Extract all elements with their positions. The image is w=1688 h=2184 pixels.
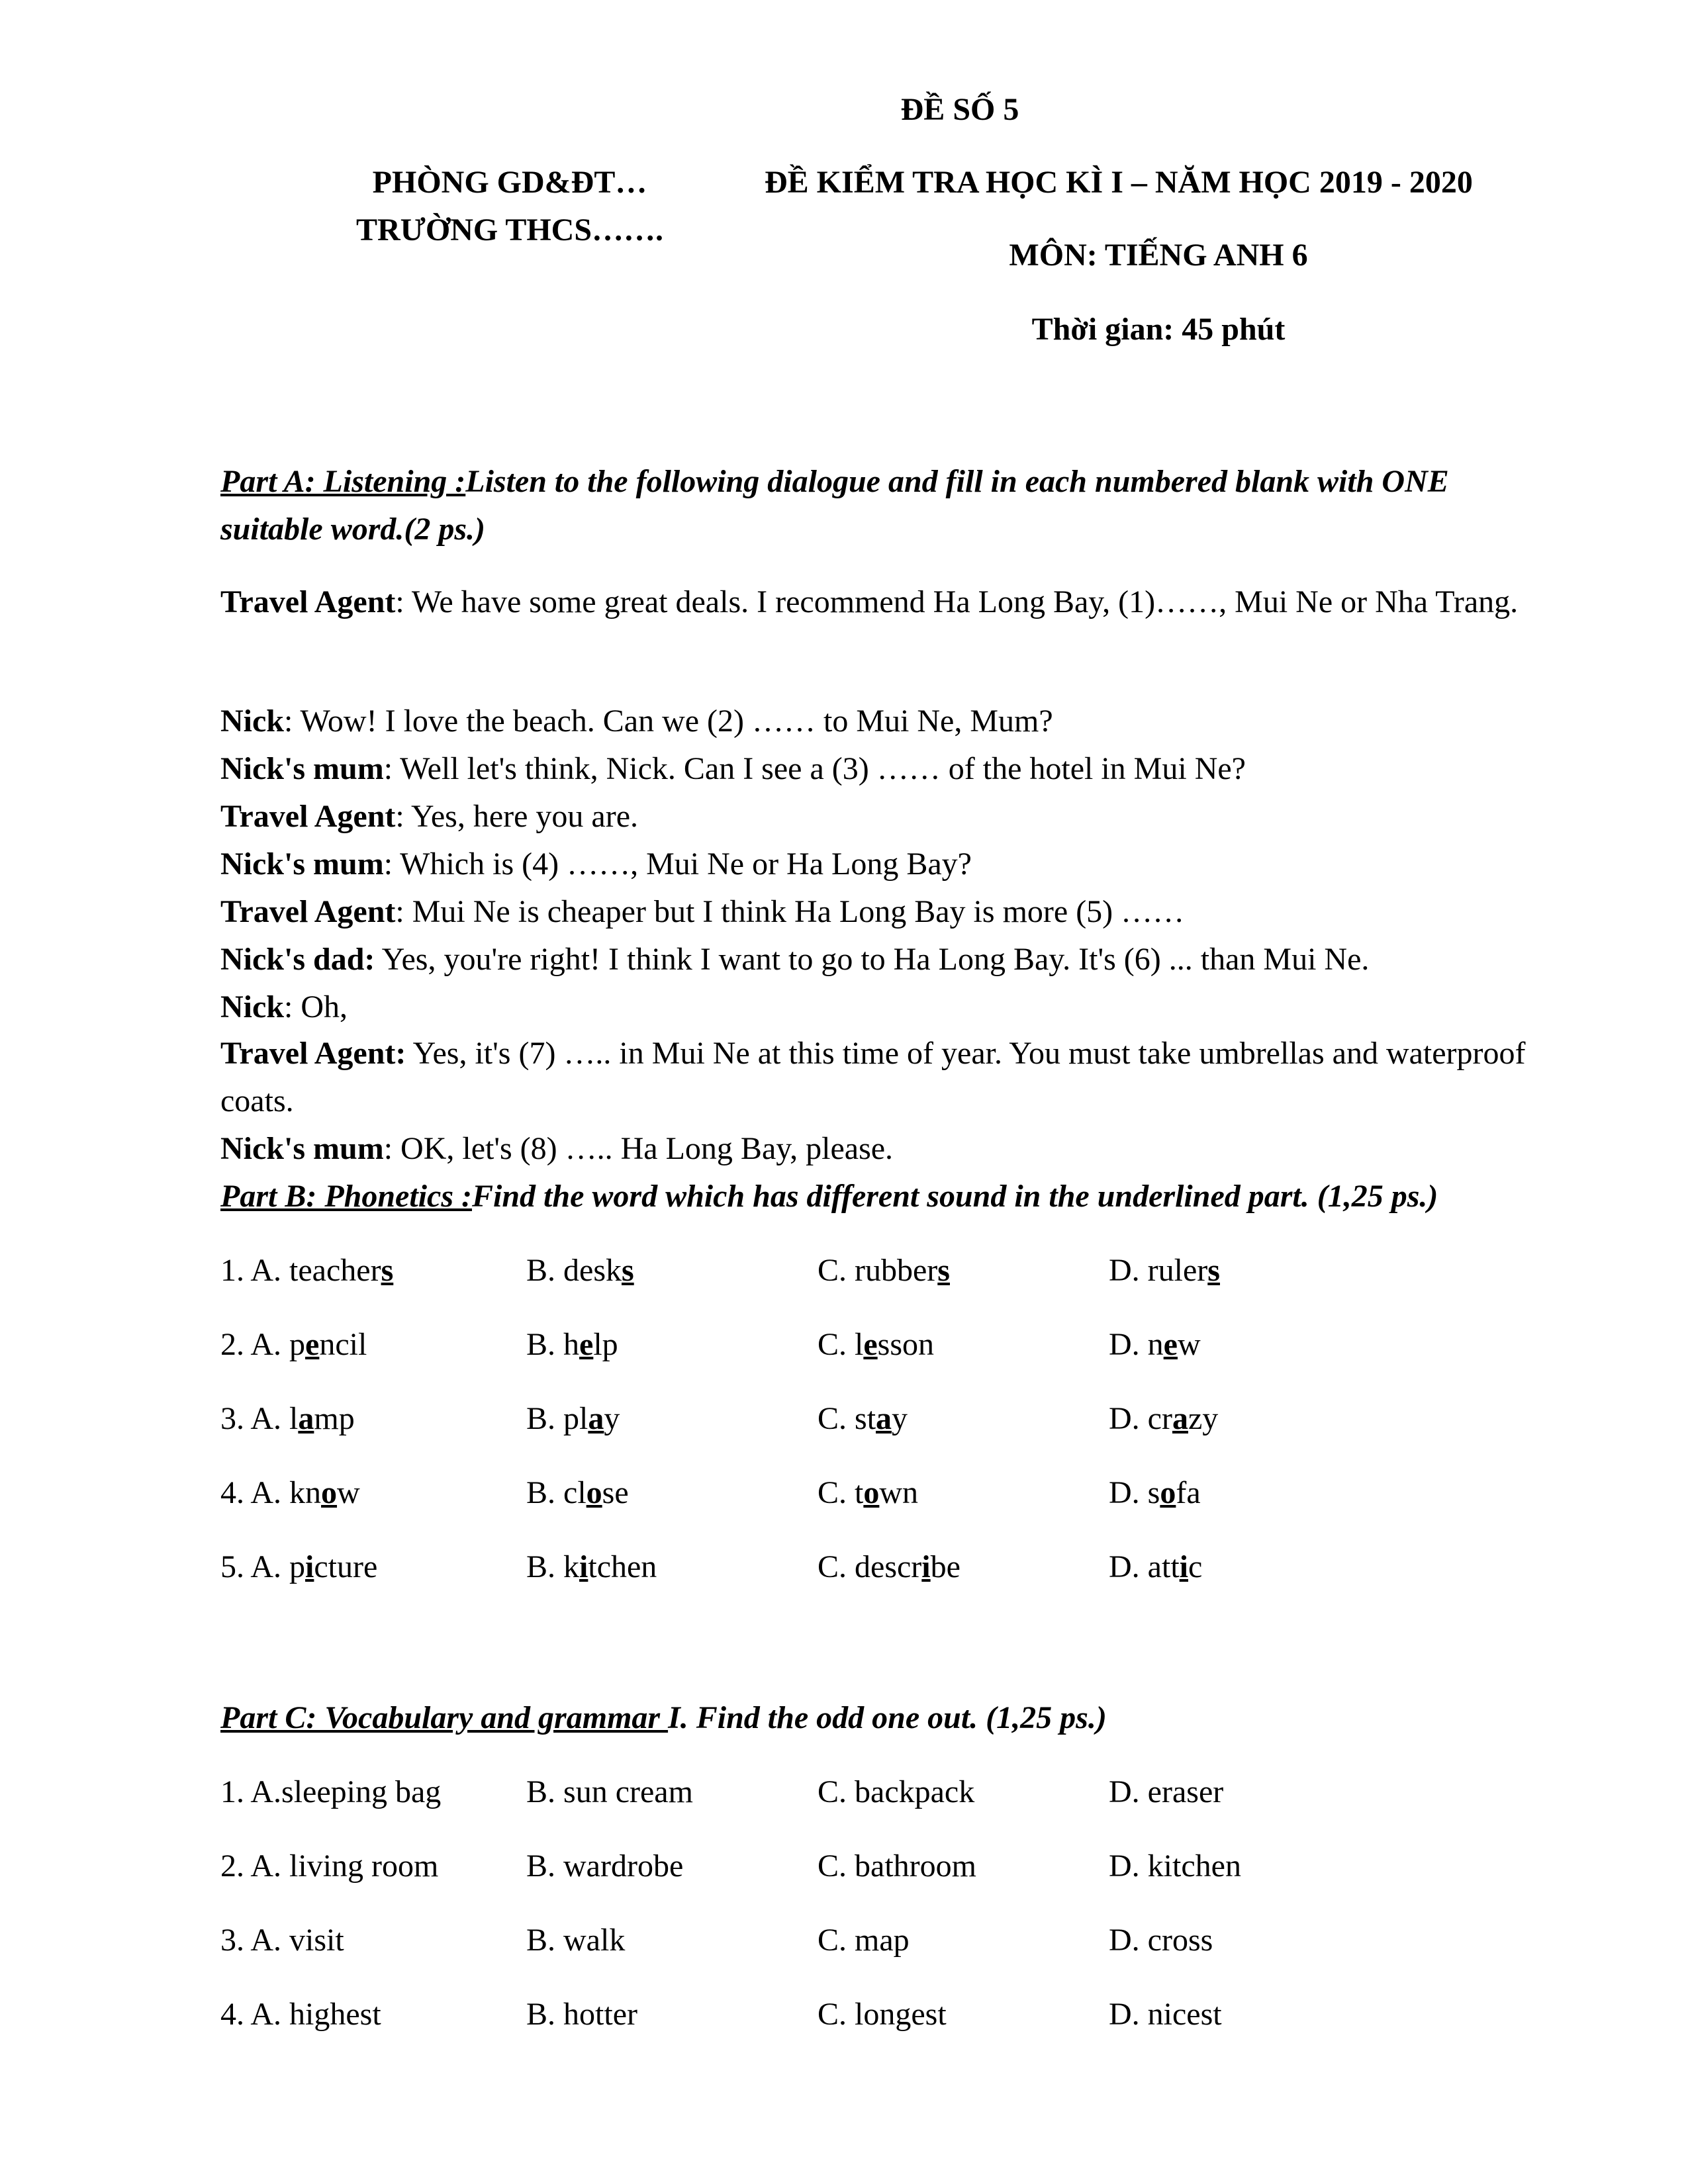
option-text: A. living room (250, 1848, 439, 1884)
utterance: OK, let's (8) ….. Ha Long Bay, please. (400, 1131, 894, 1166)
word-part: sson (877, 1327, 935, 1362)
separator: : (383, 751, 400, 786)
option-a (220, 1996, 381, 2032)
option-b (526, 1252, 634, 1289)
option-d: D. cross (1109, 1923, 1213, 1958)
separator: : (383, 1131, 401, 1166)
option-c: C. longest (818, 1997, 947, 2032)
option-c (818, 1549, 961, 1585)
word-part: desk (563, 1253, 622, 1288)
underlined-sound: a (298, 1401, 314, 1436)
option-d: D. nicest (1109, 1997, 1222, 2032)
word-part: be (930, 1549, 961, 1584)
option-c: C. bathroom (818, 1848, 976, 1884)
underlined-sound: e (579, 1327, 594, 1362)
option-a (220, 1400, 355, 1437)
option-letter: A. (250, 1401, 282, 1436)
word-part: tchen (588, 1549, 657, 1584)
option-a (220, 1774, 441, 1810)
separator: : (284, 704, 301, 739)
word-part: teacher (289, 1253, 381, 1288)
underlined-sound: o (863, 1475, 880, 1510)
question-number: 2. (220, 1327, 244, 1362)
word-part: w (337, 1475, 360, 1510)
department-name: PHÒNG GD&ĐT… (372, 165, 647, 200)
option-letter: A. (250, 1549, 282, 1584)
question-number: 1. (220, 1774, 244, 1809)
word-part: ncil (319, 1327, 367, 1362)
dialogue-line (220, 751, 1246, 787)
utterance: Oh, (301, 989, 348, 1024)
separator: : (395, 584, 412, 619)
option-letter: A. (250, 1475, 282, 1510)
dialogue-line (220, 578, 1551, 626)
question-number: 1. (220, 1253, 244, 1288)
question-number: 2. (220, 1848, 244, 1884)
option-a (220, 1252, 393, 1289)
option-d (1109, 1400, 1218, 1437)
underlined-sound: e (863, 1327, 878, 1362)
word-part: c (1188, 1549, 1203, 1584)
speaker: Travel Agent (220, 799, 396, 834)
option-letter: C. (818, 1549, 847, 1584)
underlined-sound: i (305, 1549, 314, 1584)
question-number: 4. (220, 1997, 244, 2032)
word-part: descr (855, 1549, 922, 1584)
speaker: Nick's mum (220, 751, 384, 786)
word-part: se (602, 1475, 629, 1510)
word-part: y (604, 1401, 620, 1436)
option-c (818, 1400, 908, 1437)
speaker: Travel Agent: (220, 1036, 406, 1071)
option-text: A. highest (250, 1997, 381, 2032)
underlined-sound: o (1160, 1475, 1176, 1510)
underlined-sound: a (588, 1401, 604, 1436)
part-a-label: Part A: Listening : (220, 464, 466, 499)
underlined-sound: i (921, 1549, 931, 1584)
option-b: B. hotter (526, 1997, 637, 2032)
word-part: k (563, 1549, 580, 1584)
separator: : (383, 846, 400, 882)
part-c-instruction: I. Find the odd one out. (1,25 ps.) (668, 1700, 1107, 1735)
speaker: Nick's mum (220, 846, 384, 882)
word-part: p (289, 1327, 306, 1362)
school-name: TRƯỜNG THCS……. (355, 212, 664, 248)
part-b-instruction: Find the word which has different sound in the underlined part. (1,25 ps.) (472, 1179, 1438, 1214)
time-line: Thời gian: 45 phút (1031, 312, 1286, 347)
option-letter: D. (1109, 1549, 1140, 1584)
option-text: A.sleeping bag (250, 1774, 442, 1809)
option-letter: D. (1109, 1253, 1140, 1288)
option-c (818, 1326, 934, 1363)
dialogue-line (220, 1030, 1551, 1125)
option-letter: B. (526, 1327, 556, 1362)
speaker: Nick (220, 704, 284, 739)
question-number: 3. (220, 1923, 244, 1958)
separator: : (395, 799, 411, 834)
option-b (526, 1326, 618, 1363)
utterance: We have some great deals. I recommend Ha Long Bay, (1)……, Mui Ne or Nha Trang. (411, 584, 1519, 619)
subject-line: MÔN: TIẾNG ANH 6 (1009, 238, 1308, 273)
utterance: Yes, it's (7) ….. in Mui Ne at this time of year. You must take umbrellas and waterproof coats. (220, 1036, 1526, 1118)
word-part: fa (1176, 1475, 1201, 1510)
utterance: Yes, here you are. (410, 799, 638, 834)
option-a (220, 1326, 367, 1363)
underlined-sound: s (937, 1253, 950, 1288)
underlined-sound: o (321, 1475, 338, 1510)
word-part: l (289, 1401, 299, 1436)
question-number: 3. (220, 1401, 244, 1436)
word-part: cl (563, 1475, 586, 1510)
option-letter: C. (818, 1401, 847, 1436)
underlined-sound: i (1179, 1549, 1188, 1584)
option-d (1109, 1475, 1201, 1511)
dialogue-line (220, 846, 972, 882)
option-a (220, 1549, 377, 1585)
option-letter: D. (1109, 1475, 1140, 1510)
underlined-sound: s (622, 1253, 634, 1288)
option-c (818, 1475, 918, 1511)
option-b (526, 1400, 620, 1437)
word-part: att (1147, 1549, 1180, 1584)
utterance: Mui Ne is cheaper but I think Ha Long Bay is more (5) …… (412, 894, 1185, 929)
question-number: 4. (220, 1475, 244, 1510)
option-letter: A. (250, 1327, 282, 1362)
option-letter: B. (526, 1253, 556, 1288)
speaker: Nick's dad: (220, 942, 375, 977)
separator (375, 942, 381, 977)
option-b (526, 1549, 657, 1585)
part-a-heading (220, 458, 1551, 553)
underlined-sound: a (876, 1401, 892, 1436)
word-part: s (1147, 1475, 1160, 1510)
option-letter: C. (818, 1327, 847, 1362)
option-d (1109, 1326, 1201, 1363)
utterance: Wow! I love the beach. Can we (2) …… to Mui Ne, Mum? (300, 704, 1053, 739)
option-b: B. wardrobe (526, 1848, 684, 1884)
option-c: C. map (818, 1923, 910, 1958)
exam-number: ĐỀ SỐ 5 (900, 92, 1019, 127)
separator: : (395, 894, 412, 929)
speaker: Travel Agent (220, 584, 396, 619)
speaker: Nick's mum (220, 1131, 384, 1166)
option-b: B. walk (526, 1923, 626, 1958)
separator (406, 1036, 412, 1071)
part-b-label: Part B: Phonetics : (220, 1179, 472, 1214)
underlined-sound: s (381, 1253, 394, 1288)
separator: : (284, 989, 301, 1024)
word-part: l (855, 1327, 864, 1362)
word-part: mp (314, 1401, 355, 1436)
utterance: Yes, you're right! I think I want to go to Ha Long Bay. It's (6) ... than Mui Ne. (381, 942, 1370, 977)
word-part: st (855, 1401, 876, 1436)
word-part: t (855, 1475, 864, 1510)
option-d: D. eraser (1109, 1774, 1224, 1809)
dialogue-line (220, 893, 1184, 930)
exam-title: ĐỀ KIỂM TRA HỌC KÌ I – NĂM HỌC 2019 - 2020 (765, 165, 1473, 200)
option-a (220, 1848, 438, 1884)
option-d (1109, 1252, 1220, 1289)
option-text: A. visit (250, 1923, 344, 1958)
utterance: Well let's think, Nick. Can I see a (3) …… of the hotel in Mui Ne? (400, 751, 1246, 786)
word-part: w (1177, 1327, 1201, 1362)
option-letter: D. (1109, 1327, 1140, 1362)
part-c-heading (220, 1700, 1107, 1736)
word-part: h (563, 1327, 580, 1362)
word-part: pl (563, 1401, 588, 1436)
speaker: Travel Agent (220, 894, 396, 929)
underlined-sound: s (1207, 1253, 1220, 1288)
option-letter: A. (250, 1253, 282, 1288)
option-c: C. backpack (818, 1774, 975, 1809)
part-c-label: Part C: Vocabulary and grammar (220, 1700, 669, 1735)
dialogue-line (220, 989, 348, 1025)
dialogue-line (220, 941, 1369, 978)
question-number: 5. (220, 1549, 244, 1584)
utterance: Which is (4) ……, Mui Ne or Ha Long Bay? (400, 846, 972, 882)
part-a-instruction: Listen to the following dialogue and fill in each numbered blank with ONE suitable word.(2 ps.) (220, 464, 1449, 547)
option-letter: B. (526, 1401, 556, 1436)
underlined-sound: o (586, 1475, 602, 1510)
word-part: rubber (855, 1253, 938, 1288)
option-b (526, 1475, 629, 1511)
option-c (818, 1252, 950, 1289)
speaker: Nick (220, 989, 284, 1024)
word-part: ruler (1147, 1253, 1208, 1288)
option-a (220, 1922, 344, 1958)
option-d: D. kitchen (1109, 1848, 1241, 1884)
word-part: zy (1188, 1401, 1219, 1436)
underlined-sound: e (305, 1327, 320, 1362)
word-part: n (1147, 1327, 1164, 1362)
option-a (220, 1475, 360, 1511)
option-letter: C. (818, 1253, 847, 1288)
word-part: kn (289, 1475, 322, 1510)
word-part: p (289, 1549, 306, 1584)
option-letter: C. (818, 1475, 847, 1510)
word-part: y (892, 1401, 908, 1436)
word-part: cr (1147, 1401, 1172, 1436)
underlined-sound: a (1172, 1401, 1188, 1436)
underlined-sound: i (579, 1549, 588, 1584)
option-d (1109, 1549, 1202, 1585)
option-letter: B. (526, 1475, 556, 1510)
word-part: wn (879, 1475, 919, 1510)
option-b: B. sun cream (526, 1774, 693, 1809)
word-part: lp (593, 1327, 618, 1362)
underlined-sound: e (1163, 1327, 1178, 1362)
option-letter: D. (1109, 1401, 1140, 1436)
word-part: cture (314, 1549, 378, 1584)
option-letter: B. (526, 1549, 556, 1584)
dialogue-line (220, 1130, 893, 1167)
dialogue-line (220, 798, 638, 835)
dialogue-line (220, 703, 1053, 739)
part-b-heading (220, 1178, 1438, 1214)
